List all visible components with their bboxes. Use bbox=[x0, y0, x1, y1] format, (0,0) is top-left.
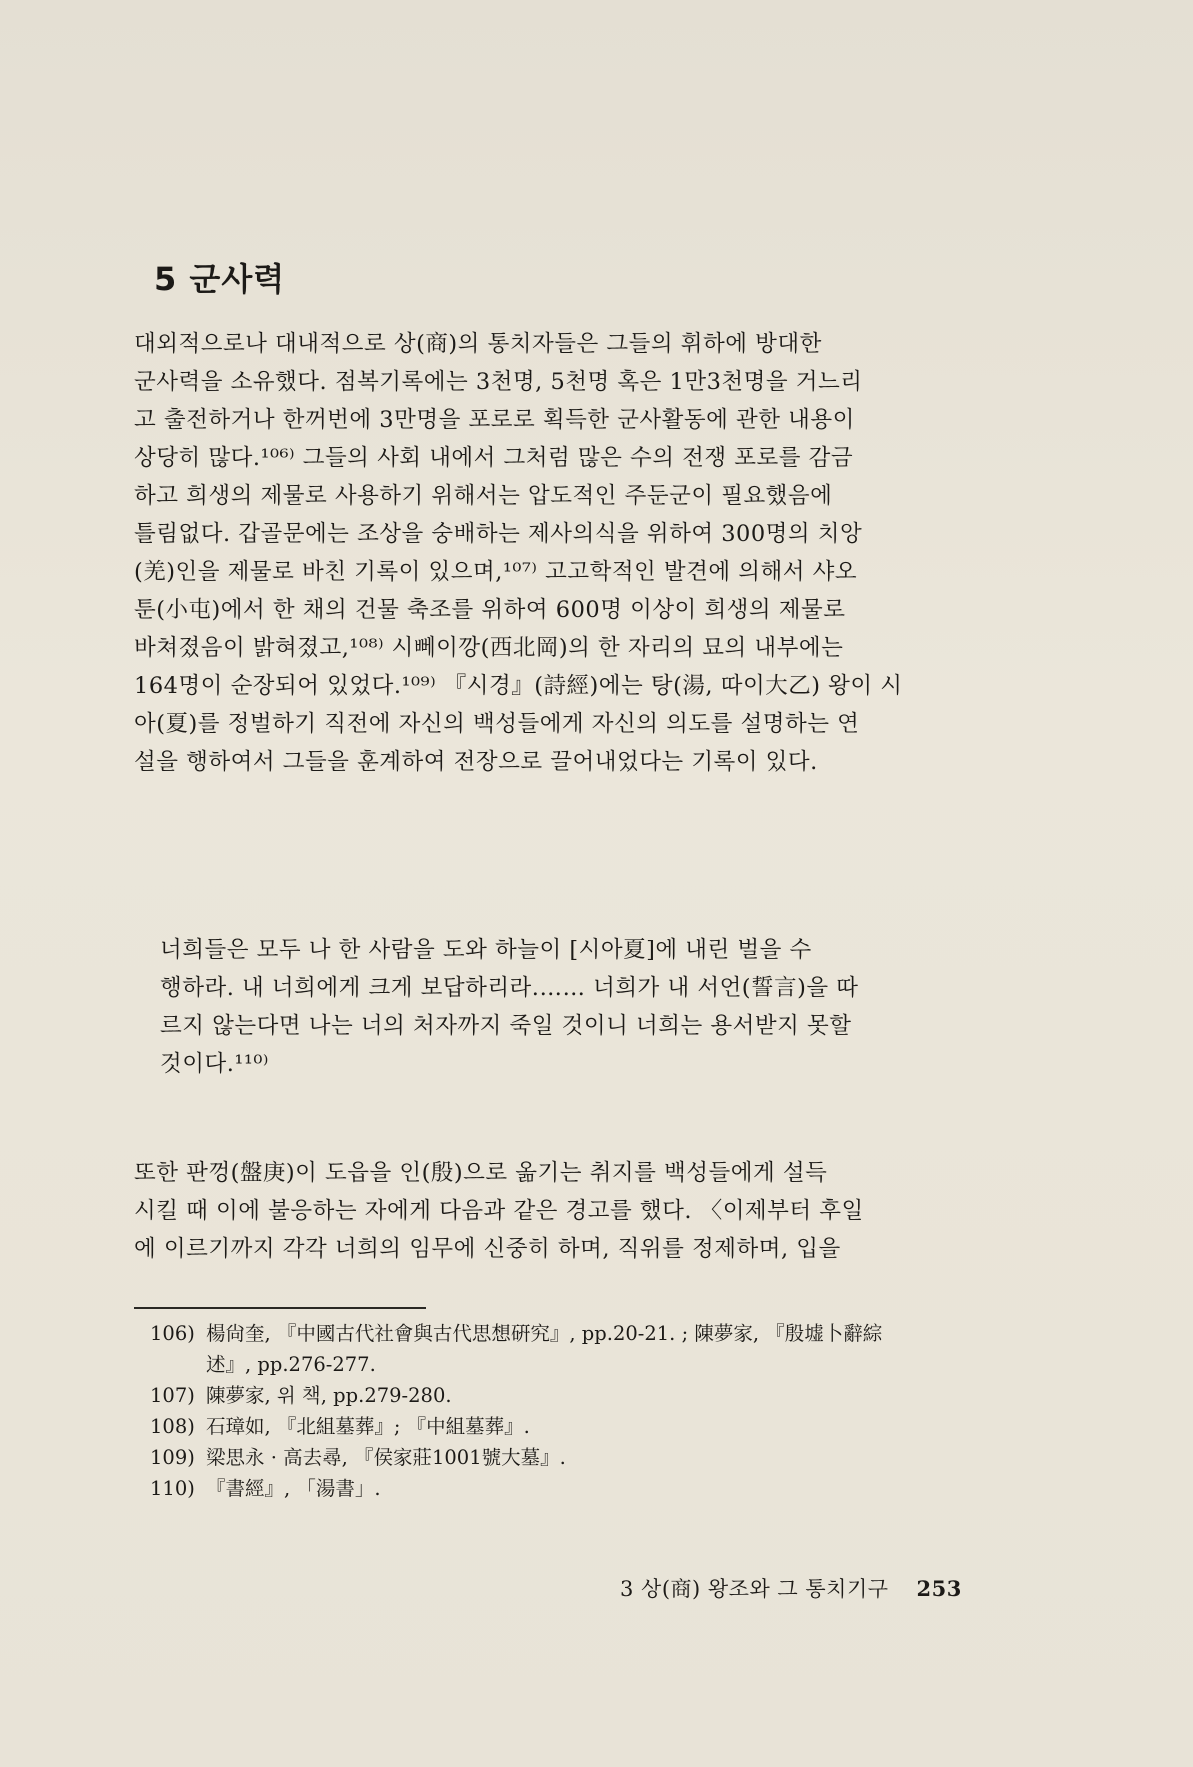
footnote-number: 110) bbox=[150, 1477, 195, 1500]
footnote-text: 『書經』, 「湯書」. bbox=[206, 1477, 381, 1500]
footnote-text: 石璋如, 『北組墓葬』; 『中組墓葬』. bbox=[206, 1415, 530, 1438]
footnote-109 bbox=[150, 1442, 1050, 1473]
footnote-number: 108) bbox=[150, 1415, 195, 1438]
text-line: 아(夏)를 정벌하기 직전에 자신의 백성들에게 자신의 의도를 설명하는 연 bbox=[134, 711, 860, 737]
text-line: 시킬 때 이에 불응하는 자에게 다음과 같은 경고를 했다. 〈이제부터 후일 bbox=[134, 1198, 864, 1224]
quote-line: 너희들은 모두 나 한 사람을 도와 하늘이 [시아夏]에 내린 벌을 수 bbox=[160, 937, 812, 963]
paragraph-2 bbox=[134, 1154, 1038, 1268]
running-head: 3 상(商) 왕조와 그 통치기구 bbox=[620, 1577, 889, 1601]
text-line: 바쳐졌음이 밝혀졌고,¹⁰⁸⁾ 시뻬이깡(西北岡)의 한 자리의 묘의 내부에는 bbox=[134, 635, 844, 661]
footnote-number: 107) bbox=[150, 1384, 195, 1407]
text-line: 군사력을 소유했다. 점복기록에는 3천명, 5천명 혹은 1만3천명을 거느리 bbox=[134, 369, 863, 395]
footnote-text: 陳夢家, 위 책, pp.279-280. bbox=[206, 1384, 452, 1407]
footnote-number: 109) bbox=[150, 1446, 195, 1469]
text-line: 164명이 순장되어 있었다.¹⁰⁹⁾ 『시경』(詩經)에는 탕(湯, 따이大乙) 왕이 시 bbox=[134, 673, 903, 699]
footnote-number: 106) bbox=[150, 1322, 195, 1345]
text-line: 고 출전하거나 한꺼번에 3만명을 포로로 획득한 군사활동에 관한 내용이 bbox=[134, 407, 855, 433]
text-line: 대외적으로나 대내적으로 상(商)의 통치자들은 그들의 휘하에 방대한 bbox=[134, 331, 822, 357]
quote-line: 르지 않는다면 나는 너의 처자까지 죽일 것이니 너희는 용서받지 못할 bbox=[160, 1013, 852, 1039]
footnote-continuation: 述』, pp.276-277. bbox=[206, 1353, 376, 1376]
footnote-106 bbox=[150, 1318, 1050, 1349]
footnotes bbox=[150, 1318, 1050, 1504]
footnote-text: 梁思永 · 高去尋, 『侯家莊1001號大墓』. bbox=[206, 1446, 566, 1469]
page-number: 253 bbox=[916, 1576, 962, 1601]
text-line: 툰(小屯)에서 한 채의 건물 축조를 위하여 600명 이상이 희생의 제물로 bbox=[134, 597, 846, 623]
paragraph-1 bbox=[134, 325, 1038, 781]
page-footer bbox=[620, 1573, 962, 1603]
text-line: 에 이르기까지 각각 너희의 임무에 신중히 하며, 직위를 정제하며, 입을 bbox=[134, 1236, 841, 1262]
footnote-110 bbox=[150, 1473, 1050, 1504]
footnote-107 bbox=[150, 1380, 1050, 1411]
text-line: 상당히 많다.¹⁰⁶⁾ 그들의 사회 내에서 그처럼 많은 수의 전쟁 포로를 감금 bbox=[134, 445, 854, 471]
text-line: 또한 판껑(盤庚)이 도읍을 인(殷)으로 옮기는 취지를 백성들에게 설득 bbox=[134, 1160, 828, 1186]
section-title: 5 군사력 bbox=[154, 260, 286, 298]
footnote-text: 楊尙奎, 『中國古代社會與古代思想硏究』, pp.20-21. ; 陳夢家, 『殷墟卜辭綜 bbox=[206, 1322, 883, 1345]
text-line: 설을 행하여서 그들을 훈계하여 전장으로 끌어내었다는 기록이 있다. bbox=[134, 749, 818, 775]
text-line: 틀림없다. 갑골문에는 조상을 숭배하는 제사의식을 위하여 300명의 치앙 bbox=[134, 521, 863, 547]
quote-line: 행하라. 내 너희에게 크게 보답하리라.…… 너희가 내 서언(誓言)을 따 bbox=[160, 975, 859, 1001]
footnote-108 bbox=[150, 1411, 1050, 1442]
block-quote bbox=[160, 931, 1038, 1083]
text-line: (羌)인을 제물로 바친 기록이 있으며,¹⁰⁷⁾ 고고학적인 발견에 의해서 샤오 bbox=[134, 559, 858, 585]
quote-line: 것이다.¹¹⁰⁾ bbox=[160, 1051, 269, 1077]
text-line: 하고 희생의 제물로 사용하기 위해서는 압도적인 주둔군이 필요했음에 bbox=[134, 483, 833, 509]
footnote-divider bbox=[134, 1307, 426, 1309]
